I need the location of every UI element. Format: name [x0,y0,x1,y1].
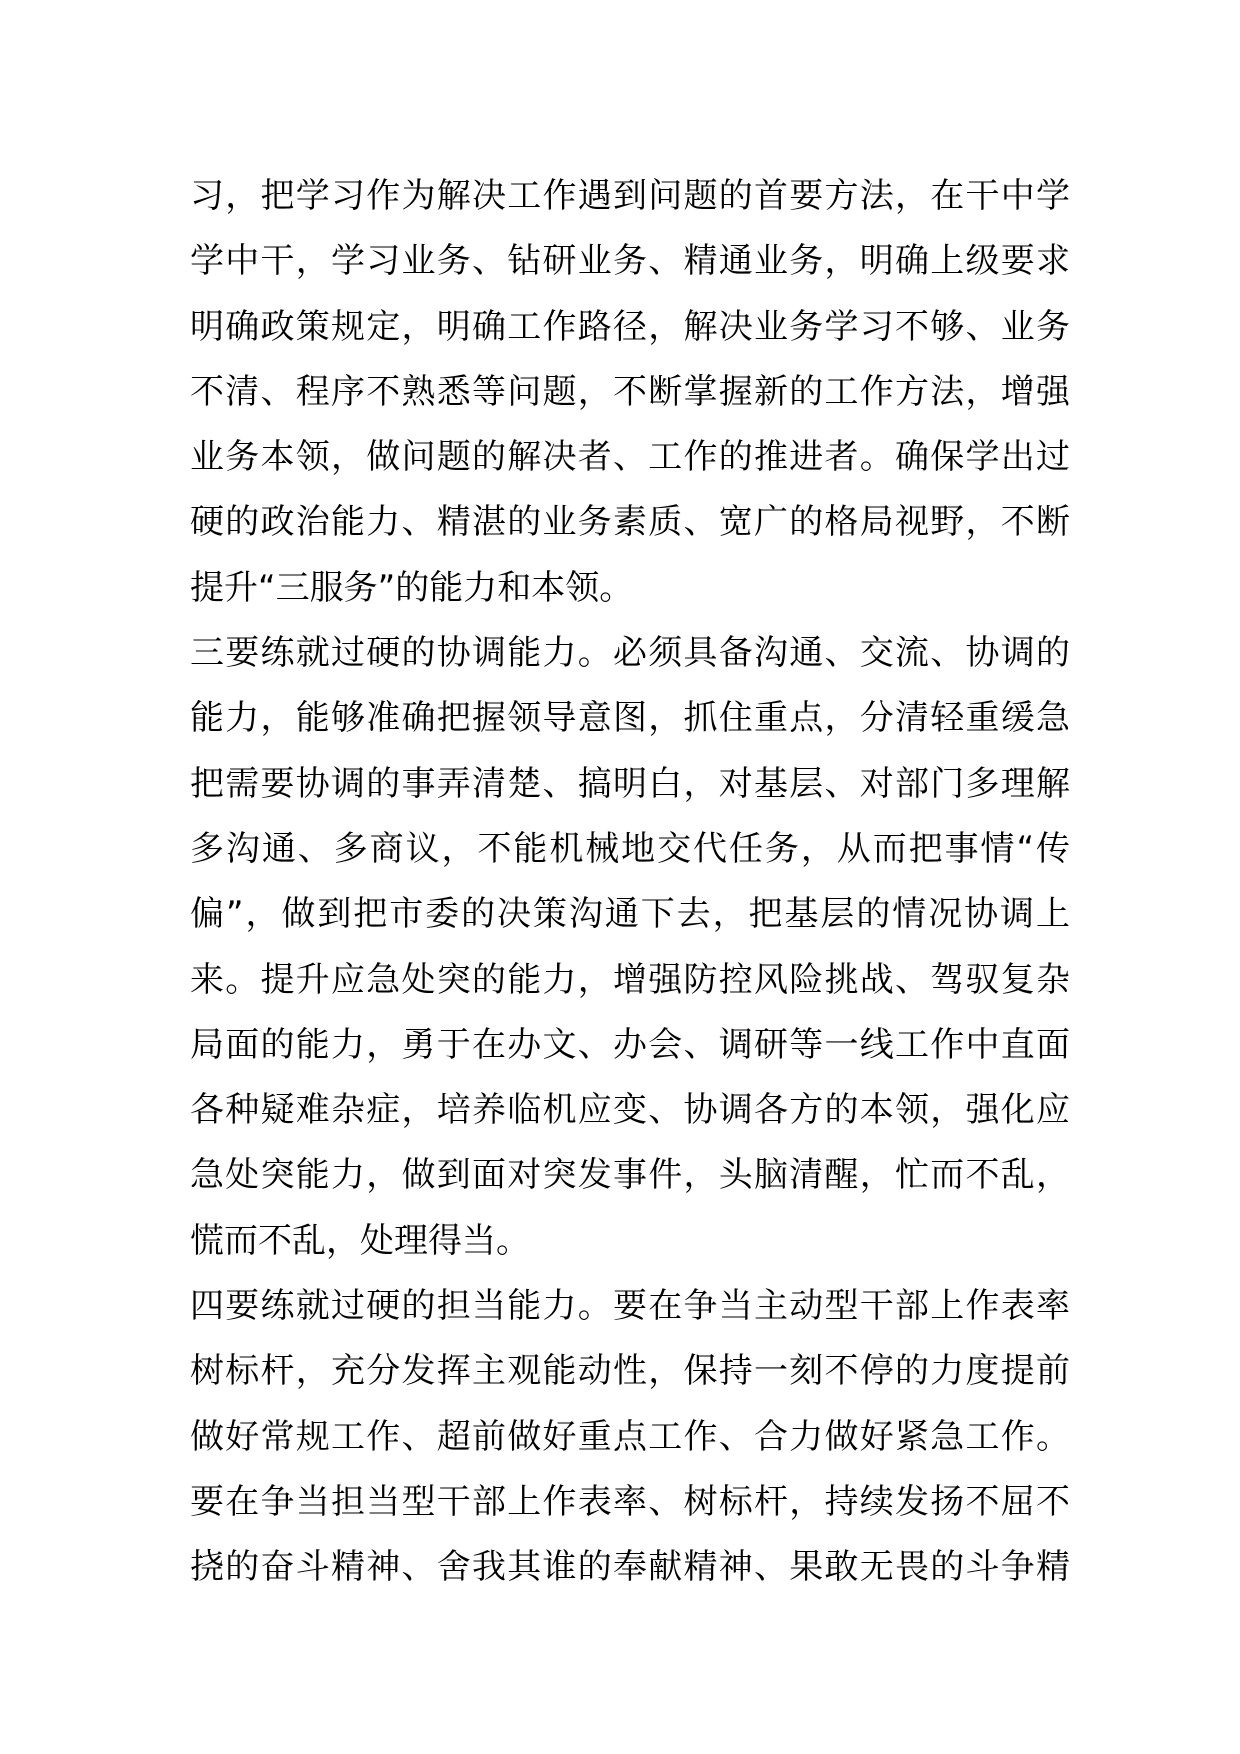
text-line: 慌而不乱，处理得当。 [190,1220,530,1261]
text-line: 做好常规工作、超前做好重点工作、合力做好紧急工作。 [190,1416,1070,1457]
text-line: 树标杆，充分发挥主观能动性，保持一刻不停的力度提前 [190,1351,1070,1392]
text-line: 能力，能够准确把握领导意图，抓住重点，分清轻重缓急 [190,698,1070,739]
text-line: 急处突能力，做到面对突发事件，头脑清醒，忙而不乱， [190,1155,1070,1196]
text-line: 业务本领，做问题的解决者、工作的推进者。确保学出过 [190,437,1070,478]
text-line: 挠的奋斗精神、舍我其谁的奉献精神、果敢无畏的斗争精 [190,1547,1070,1588]
text-line: 多沟通、多商议，不能机械地交代任务，从而把事情“传 [190,828,1070,869]
body-text [190,164,1070,1601]
text-line: 习，把学习作为解决工作遇到问题的首要方法，在干中学 [190,176,1070,216]
text-line: 来。提升应急处突的能力，增强防控风险挑战、驾驭复杂 [190,959,1070,1000]
text-line: 局面的能力，勇于在办文、办会、调研等一线工作中直面 [190,1024,1070,1065]
text-line: 硬的政治能力、精湛的业务素质、宽广的格局视野，不断 [190,502,1070,543]
text-line: 明确政策规定，明确工作路径，解决业务学习不够、业务 [190,306,1070,347]
text-line: 各种疑难杂症，培养临机应变、协调各方的本领，强化应 [190,1090,1070,1131]
text-line: 提升“三服务”的能力和本领。 [190,567,634,608]
text-line: 不清、程序不熟悉等问题，不断掌握新的工作方法，增强 [190,371,1070,412]
text-line: 要在争当担当型干部上作表率、树标杆，持续发扬不屈不 [190,1481,1070,1522]
text-line: 三要练就过硬的协调能力。必须具备沟通、交流、协调的 [190,633,1070,674]
text-line: 把需要协调的事弄清楚、搞明白，对基层、对部门多理解 [190,763,1070,804]
text-line: 四要练就过硬的担当能力。要在争当主动型干部上作表率 [190,1286,1070,1327]
text-line: 偏”，做到把市委的决策沟通下去，把基层的情况协调上 [190,894,1070,935]
text-line: 学中干，学习业务、钻研业务、精通业务，明确上级要求 [190,241,1070,282]
